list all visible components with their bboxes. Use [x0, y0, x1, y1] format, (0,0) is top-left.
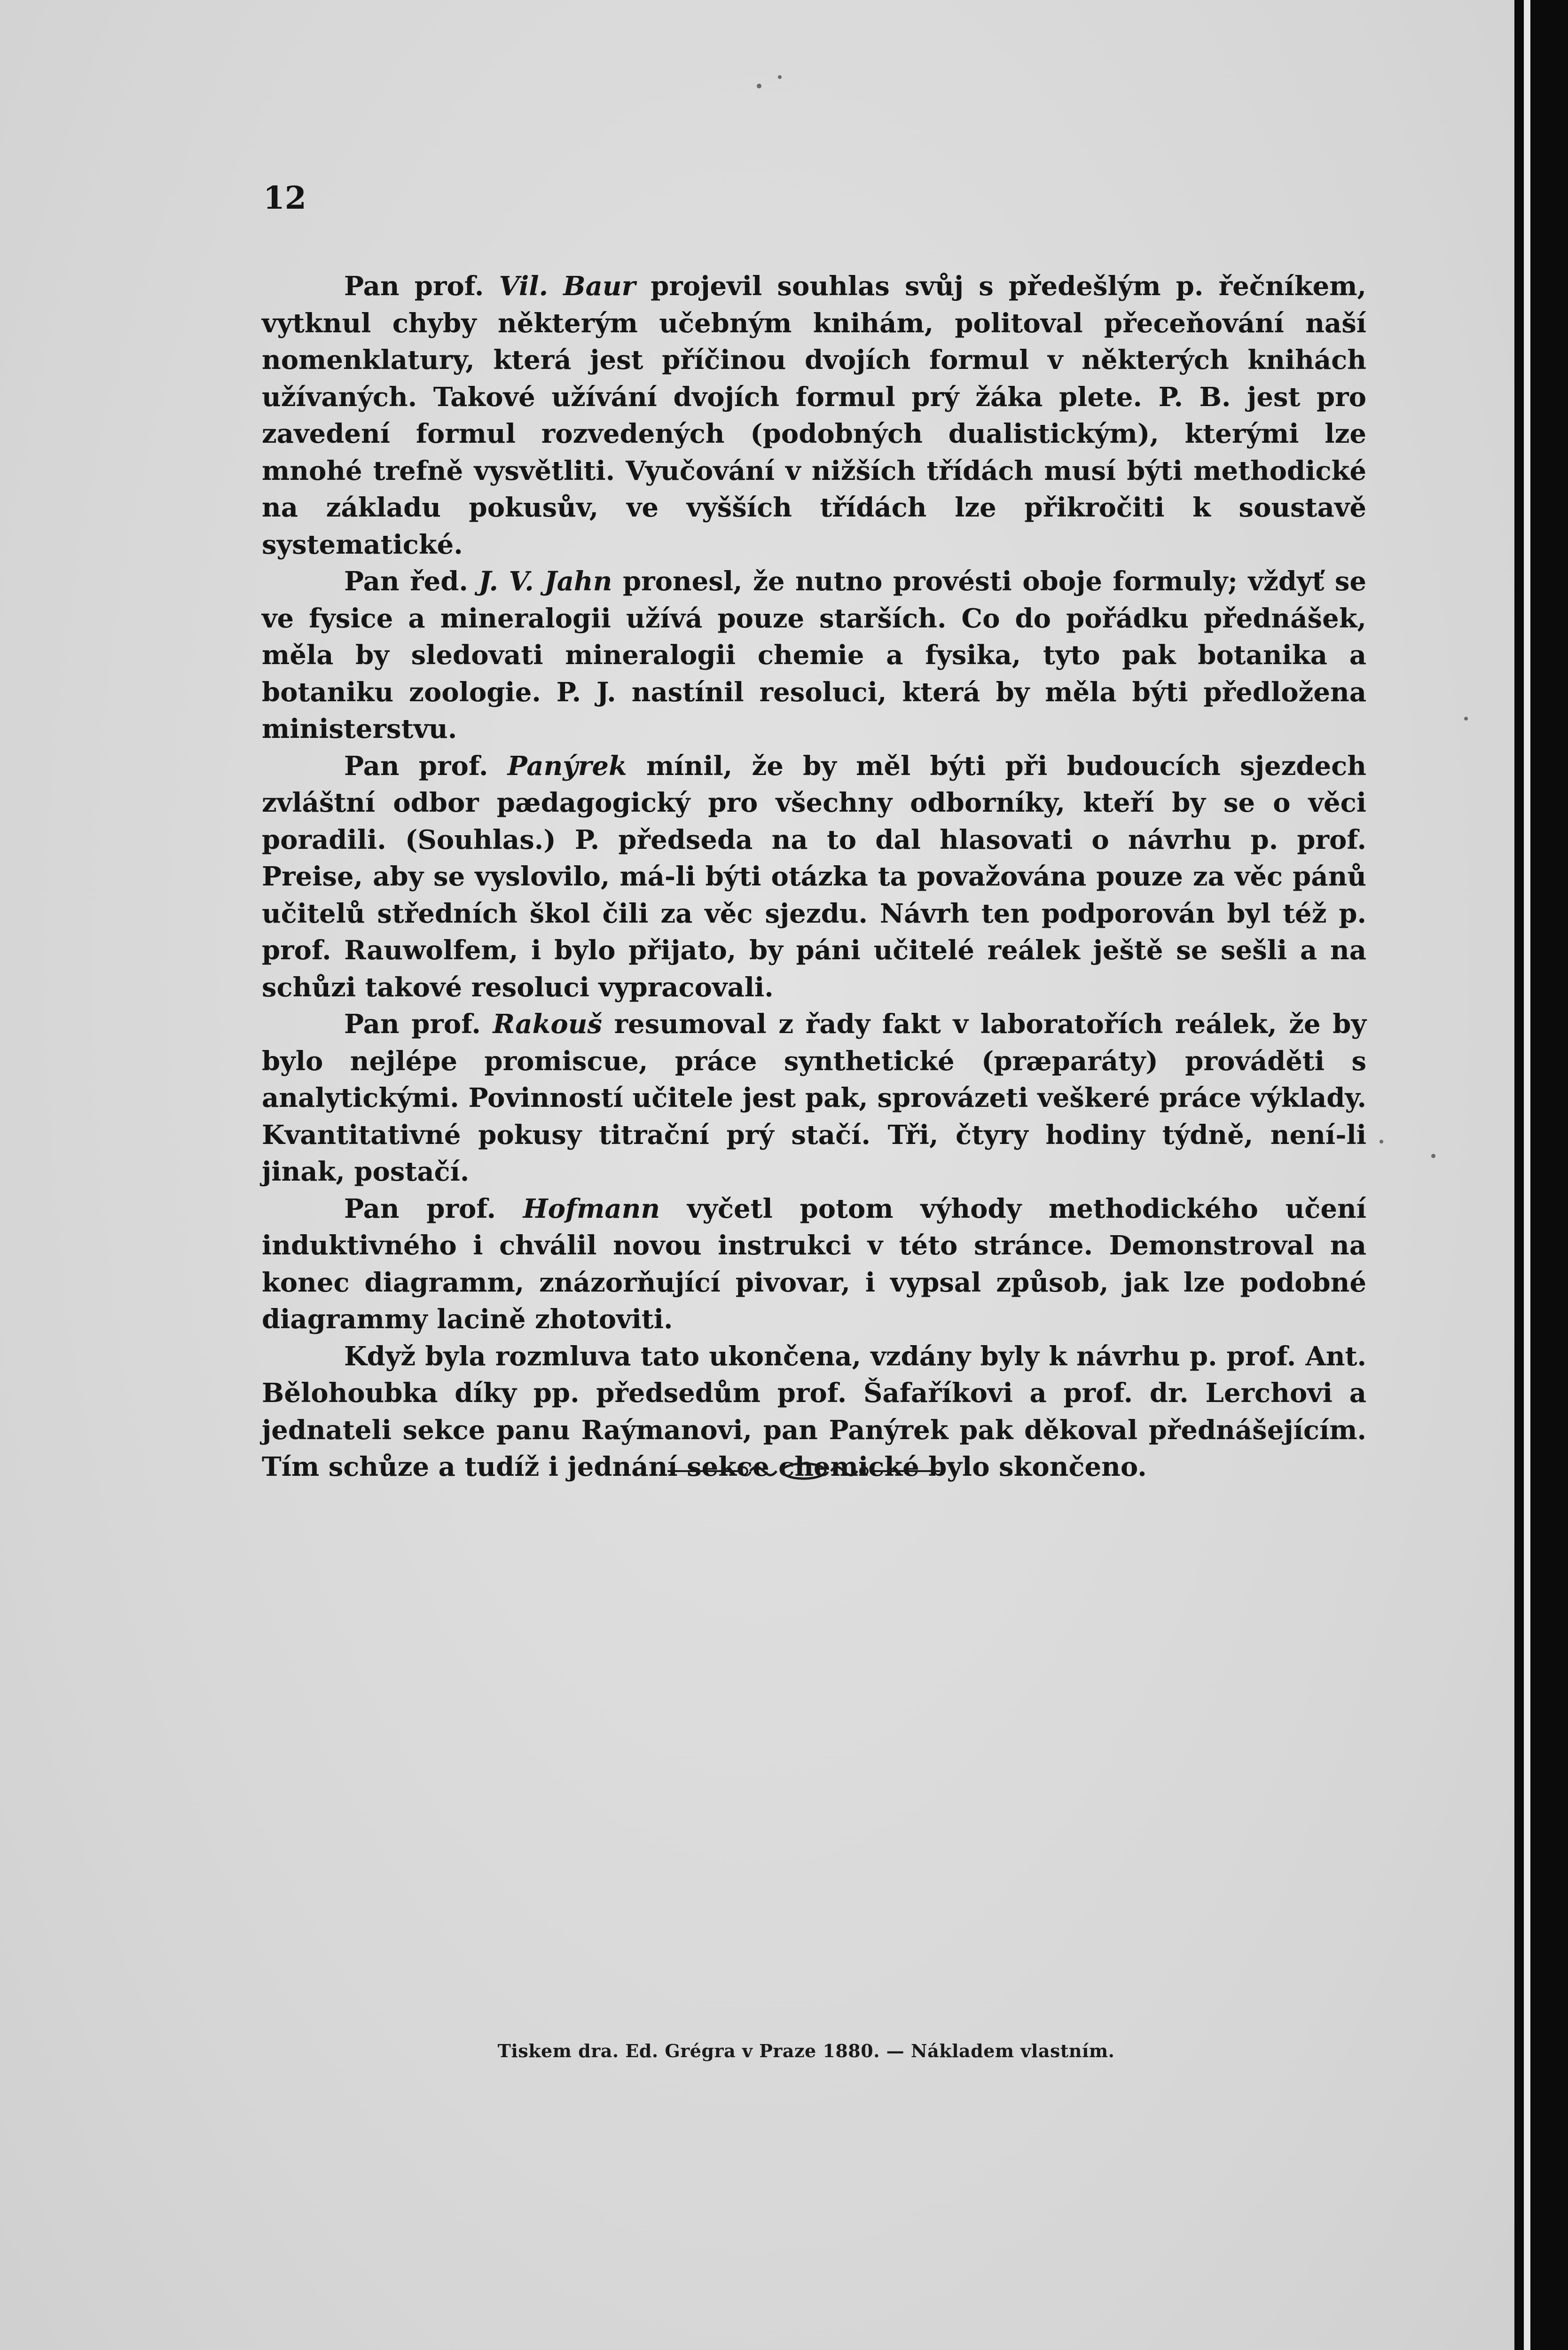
- paragraph-text: Pan řed.: [344, 566, 479, 597]
- speaker-name: Panýrek: [507, 750, 627, 782]
- scan-border-right: [1514, 0, 1568, 2350]
- paragraph-text: Pan prof.: [344, 1009, 493, 1040]
- paragraph-text: Pan prof.: [344, 1193, 523, 1224]
- page-number: 12: [263, 180, 306, 216]
- speaker-name: Rakouš: [493, 1009, 602, 1040]
- paragraph: [262, 748, 1366, 1006]
- paragraph-text: Pan prof.: [344, 271, 499, 302]
- paper-speck: [757, 84, 761, 88]
- paragraph: [262, 1191, 1366, 1338]
- speaker-name: J. V. Jahn: [478, 566, 612, 597]
- paper-speck: [778, 75, 782, 79]
- paragraph: [262, 268, 1366, 563]
- body-text: [262, 268, 1366, 1486]
- paper-speck: [1380, 1140, 1383, 1144]
- ornament-divider: [667, 1452, 940, 1490]
- imprint-line: Tiskem dra. Ed. Grégra v Praze 1880. — Nákladem vlastním.: [497, 2040, 1115, 2061]
- paragraph-text: Pan prof.: [344, 750, 508, 782]
- paragraph-text: pronesl, že nutno provésti oboje formuly; vždyť se ve fysice a mineralogii užívá pouze starších. Co do pořádku přednášek, měla by sledovati mineralogii chemie a fysika, tyto pak botanika a botaniku zoologie. P. J. nastínil resoluci, která by měla býti předložena ministerstvu.: [262, 566, 1366, 744]
- paragraph-text: mínil, že by měl býti při budoucích sjezdech zvláštní odbor pædagogický pro všechny odborníky, kteří by se o věci poradili. (Souhlas.) P. předseda na to dal hlasovati o návrhu p. prof. Preise, aby se vyslovilo, má-li býti otázka ta považována pouze za věc pánů učitelů středních škol čili za věc sjezdu. Návrh ten podporován byl též p. prof. Rauwolfem, i bylo přijato, by páni učitelé reálek ještě se sešli a na schůzi takové resoluci vypracovali.: [262, 750, 1366, 1003]
- paper-speck: [1464, 717, 1468, 721]
- speaker-name: Vil. Baur: [499, 271, 636, 302]
- paragraph-text: vyčetl potom výhody methodického učení induktivného i chválil novou instrukci v této stránce. Demonstroval na konec diagramm, znázorňující pivovar, i vypsal způsob, jak lze podobné diagrammy lacině zhotoviti.: [262, 1193, 1367, 1335]
- paragraph-text: resumoval z řady fakt v laboratořích reálek, že by bylo nejlépe promiscue, práce synthetické (præparáty) prováděti s analytickými. Povinností učitele jest pak, sprovázeti veškeré práce výklady. Kvantitativné pokusy titrační prý stačí. Tři, čtyry hodiny týdně, není-li jinak, postačí.: [262, 1009, 1366, 1187]
- paper-speck: [1431, 1154, 1435, 1158]
- paragraph: [262, 563, 1366, 748]
- paragraph-text: Když byla rozmluva tato ukončena, vzdány byly k návrhu p. prof. Ant. Bělohoubka díky pp. předsedům prof. Šafaříkovi a prof. dr. Lerchovi a jednateli sekce panu Raýmanovi, pan Panýrek pak děkoval přednášejícím. Tím schůze a tudíž i jednání sekce chemické bylo skončeno.: [262, 1340, 1366, 1482]
- speaker-name: Hofmann: [523, 1193, 660, 1224]
- paragraph-text: projevil souhlas svůj s předešlým p. řečníkem, vytknul chyby některým učebným knihám, politoval přeceňování naší nomenklatury, která jest příčinou dvojích formul v některých knihách užívaných. Takové užívání dvojích formul prý žáka plete. P. B. jest pro zavedení formul rozvedených (podobných dualistickým), kterými lze mnohé trefně vysvětliti. Vyučování v nižších třídách musí býti methodické na základu pokusův, ve vyšších třídách lze přikročiti k soustavě systematické.: [262, 271, 1366, 560]
- paragraph: [262, 1006, 1366, 1191]
- scan-border-stripe: [1524, 0, 1530, 2350]
